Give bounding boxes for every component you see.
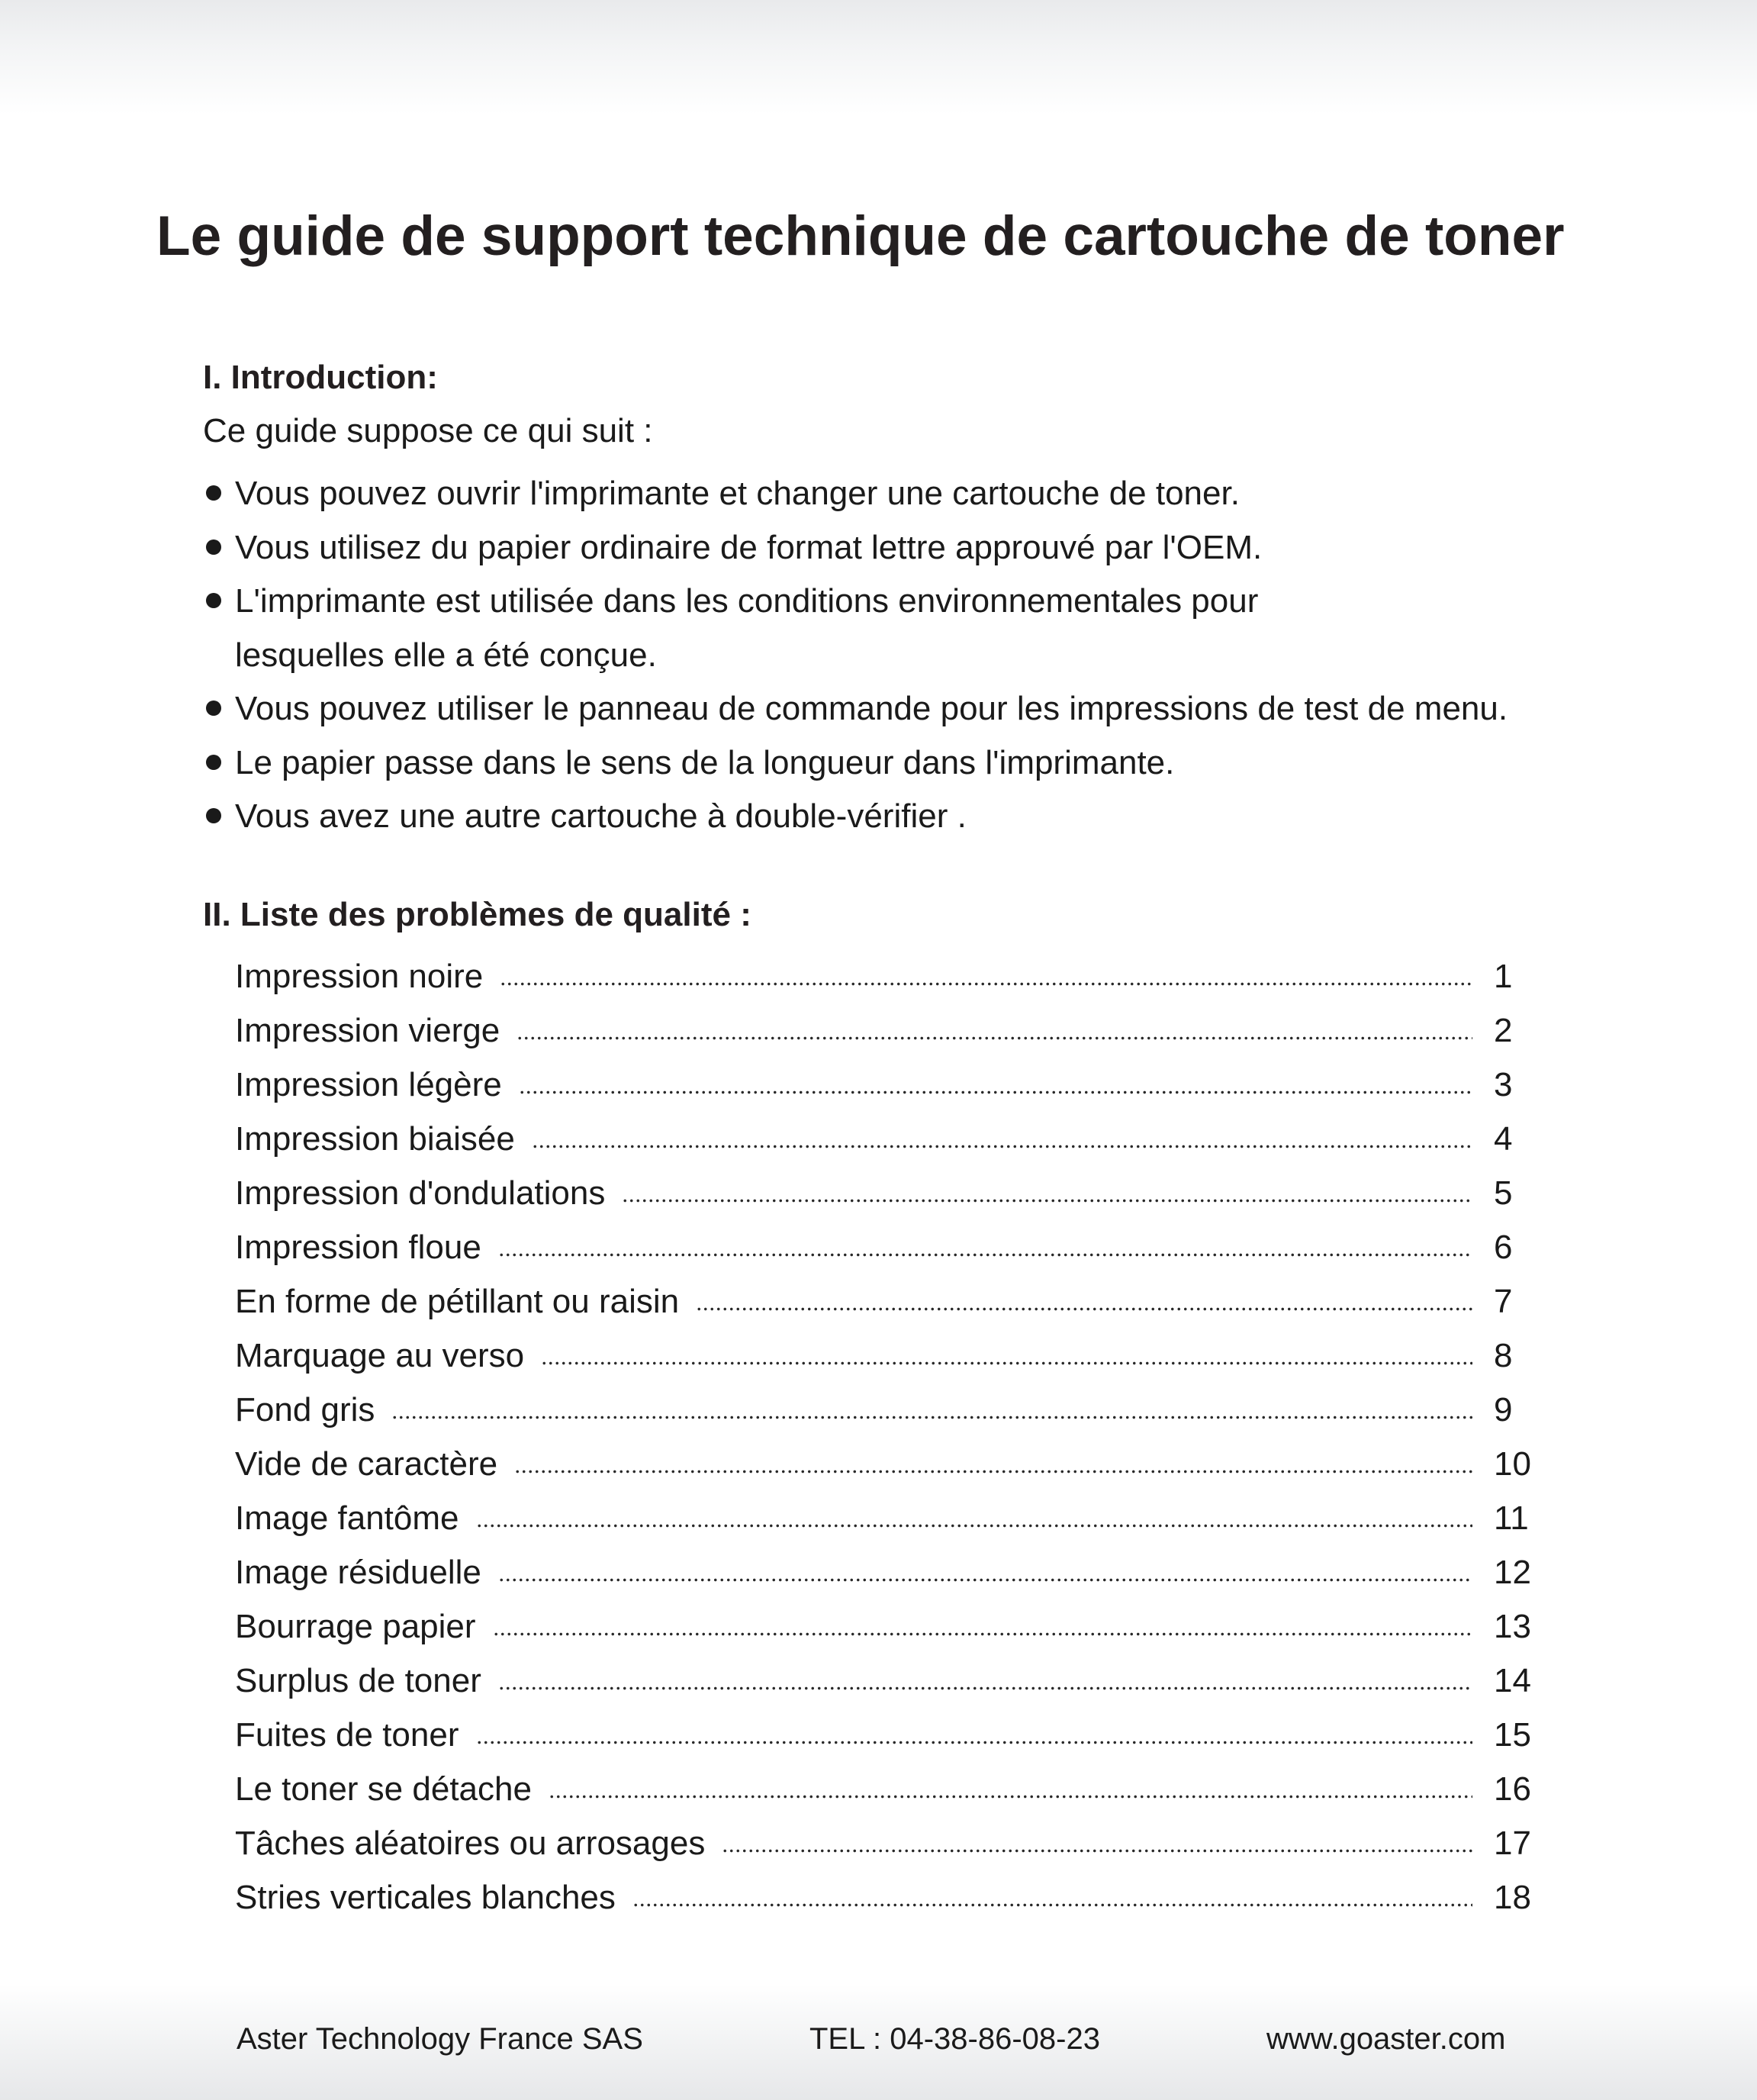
toc-entry-label: Impression noire [235,958,484,995]
toc-entry-page-number: 11 [1494,1499,1529,1537]
bullet-text: Le papier passe dans le sens de la longueur dans l'imprimante. [235,743,1175,781]
toc-dot-leader [498,1686,1472,1690]
section-heading-introduction: I. Introduction: [203,359,438,396]
toc-entry-label: Image fantôme [235,1499,459,1537]
toc-entry[interactable] [235,1063,1540,1117]
quality-problem-toc [235,955,1540,1930]
toc-entry-page-number: 16 [1494,1770,1531,1808]
toc-entry-page-number: 13 [1494,1608,1531,1645]
toc-dot-leader [514,1470,1472,1474]
bullet-dot-icon [206,808,221,823]
toc-dot-leader [541,1361,1472,1365]
toc-dot-leader [722,1849,1472,1853]
toc-dot-leader [519,1090,1472,1094]
toc-entry-page-number: 4 [1494,1120,1513,1158]
toc-entry-label: Surplus de toner [235,1662,481,1699]
toc-dot-leader [622,1199,1472,1203]
toc-entry-page-number: 8 [1494,1337,1513,1374]
toc-entry-page-number: 6 [1494,1229,1513,1266]
toc-entry-page-number: 14 [1494,1662,1531,1699]
toc-dot-leader [476,1524,1472,1528]
bullet-text: lesquelles elle a été conçue. [235,636,657,674]
toc-dot-leader [498,1253,1472,1257]
toc-entry[interactable] [235,1117,1540,1171]
toc-entry-page-number: 10 [1494,1445,1531,1483]
toc-entry[interactable] [235,1171,1540,1226]
toc-entry-label: Bourrage papier [235,1608,476,1645]
toc-entry-page-number: 2 [1494,1012,1513,1049]
toc-entry-page-number: 9 [1494,1391,1513,1428]
toc-entry-page-number: 12 [1494,1554,1531,1591]
toc-entry[interactable] [235,1713,1540,1767]
toc-entry-page-number: 15 [1494,1716,1531,1754]
bullet-item [203,467,1508,521]
toc-entry-label: Image résiduelle [235,1554,481,1591]
bullet-dot-icon [206,485,221,501]
toc-entry[interactable] [235,1496,1540,1551]
toc-entry-page-number: 17 [1494,1825,1531,1862]
header-band [0,0,1757,114]
toc-dot-leader [391,1416,1472,1419]
toc-dot-leader [493,1632,1472,1636]
toc-dot-leader [498,1578,1472,1582]
toc-entry-label: Fuites de toner [235,1716,459,1754]
toc-dot-leader [500,982,1472,986]
toc-entry[interactable] [235,955,1540,1009]
intro-lead-text: Ce guide suppose ce qui suit : [203,412,653,449]
bullet-item-continuation [203,629,1508,683]
toc-entry-label: Impression d'ondulations [235,1174,606,1212]
bullet-text: Vous avez une autre cartouche à double-vérifier . [235,797,967,835]
bullet-item [203,790,1508,844]
toc-entry-label: Impression vierge [235,1012,500,1049]
toc-entry-label: Tâches aléatoires ou arrosages [235,1825,706,1862]
toc-dot-leader [549,1795,1472,1799]
toc-entry[interactable] [235,1280,1540,1334]
toc-entry[interactable] [235,1659,1540,1713]
toc-entry-page-number: 1 [1494,958,1513,995]
toc-dot-leader [476,1741,1472,1744]
bullet-text: Vous pouvez utiliser le panneau de commande pour les impressions de test de menu. [235,690,1508,727]
toc-entry-label: Marquage au verso [235,1337,525,1374]
toc-entry-label: En forme de pétillant ou raisin [235,1283,680,1320]
toc-entry[interactable] [235,1388,1540,1442]
toc-entry-label: Impression biaisée [235,1120,515,1158]
assumption-list [203,467,1508,844]
toc-entry-label: Stries verticales blanches [235,1879,616,1916]
bullet-item [203,521,1508,575]
footer-website[interactable]: www.goaster.com [1266,2022,1506,2056]
toc-entry-label: Impression floue [235,1229,481,1266]
toc-entry[interactable] [235,1442,1540,1496]
toc-dot-leader [516,1036,1472,1040]
toc-entry-label: Vide de caractère [235,1445,498,1483]
bullet-item [203,682,1508,736]
toc-entry[interactable] [235,1876,1540,1930]
bullet-text: Vous pouvez ouvrir l'imprimante et changer une cartouche de toner. [235,475,1240,512]
toc-entry[interactable] [235,1334,1540,1388]
bullet-dot-icon [206,755,221,770]
toc-dot-leader [696,1307,1472,1311]
bullet-item [203,575,1508,629]
toc-dot-leader [532,1145,1472,1148]
bullet-dot-icon [206,593,221,608]
bullet-item [203,736,1508,791]
toc-entry-label: Le toner se détache [235,1770,532,1808]
toc-entry[interactable] [235,1551,1540,1605]
bullet-dot-icon [206,701,221,716]
toc-entry[interactable] [235,1605,1540,1659]
toc-entry-page-number: 5 [1494,1174,1513,1212]
toc-entry[interactable] [235,1767,1540,1821]
toc-entry[interactable] [235,1009,1540,1063]
footer-company: Aster Technology France SAS [237,2022,643,2056]
page-title: Le guide de support technique de cartouche de toner [156,205,1565,267]
toc-entry-page-number: 18 [1494,1879,1531,1916]
toc-entry[interactable] [235,1226,1540,1280]
bullet-text: L'imprimante est utilisée dans les conditions environnementales pour [235,582,1259,620]
toc-entry-page-number: 3 [1494,1066,1513,1103]
footer-phone: TEL : 04-38-86-08-23 [809,2022,1100,2056]
toc-entry-label: Fond gris [235,1391,375,1428]
bullet-text: Vous utilisez du papier ordinaire de format lettre approuvé par l'OEM. [235,528,1263,566]
toc-entry[interactable] [235,1821,1540,1876]
toc-dot-leader [632,1903,1472,1907]
section-heading-quality-list: II. Liste des problèmes de qualité : [203,896,751,933]
toc-entry-page-number: 7 [1494,1283,1513,1320]
bullet-dot-icon [206,539,221,555]
toc-entry-label: Impression légère [235,1066,502,1103]
